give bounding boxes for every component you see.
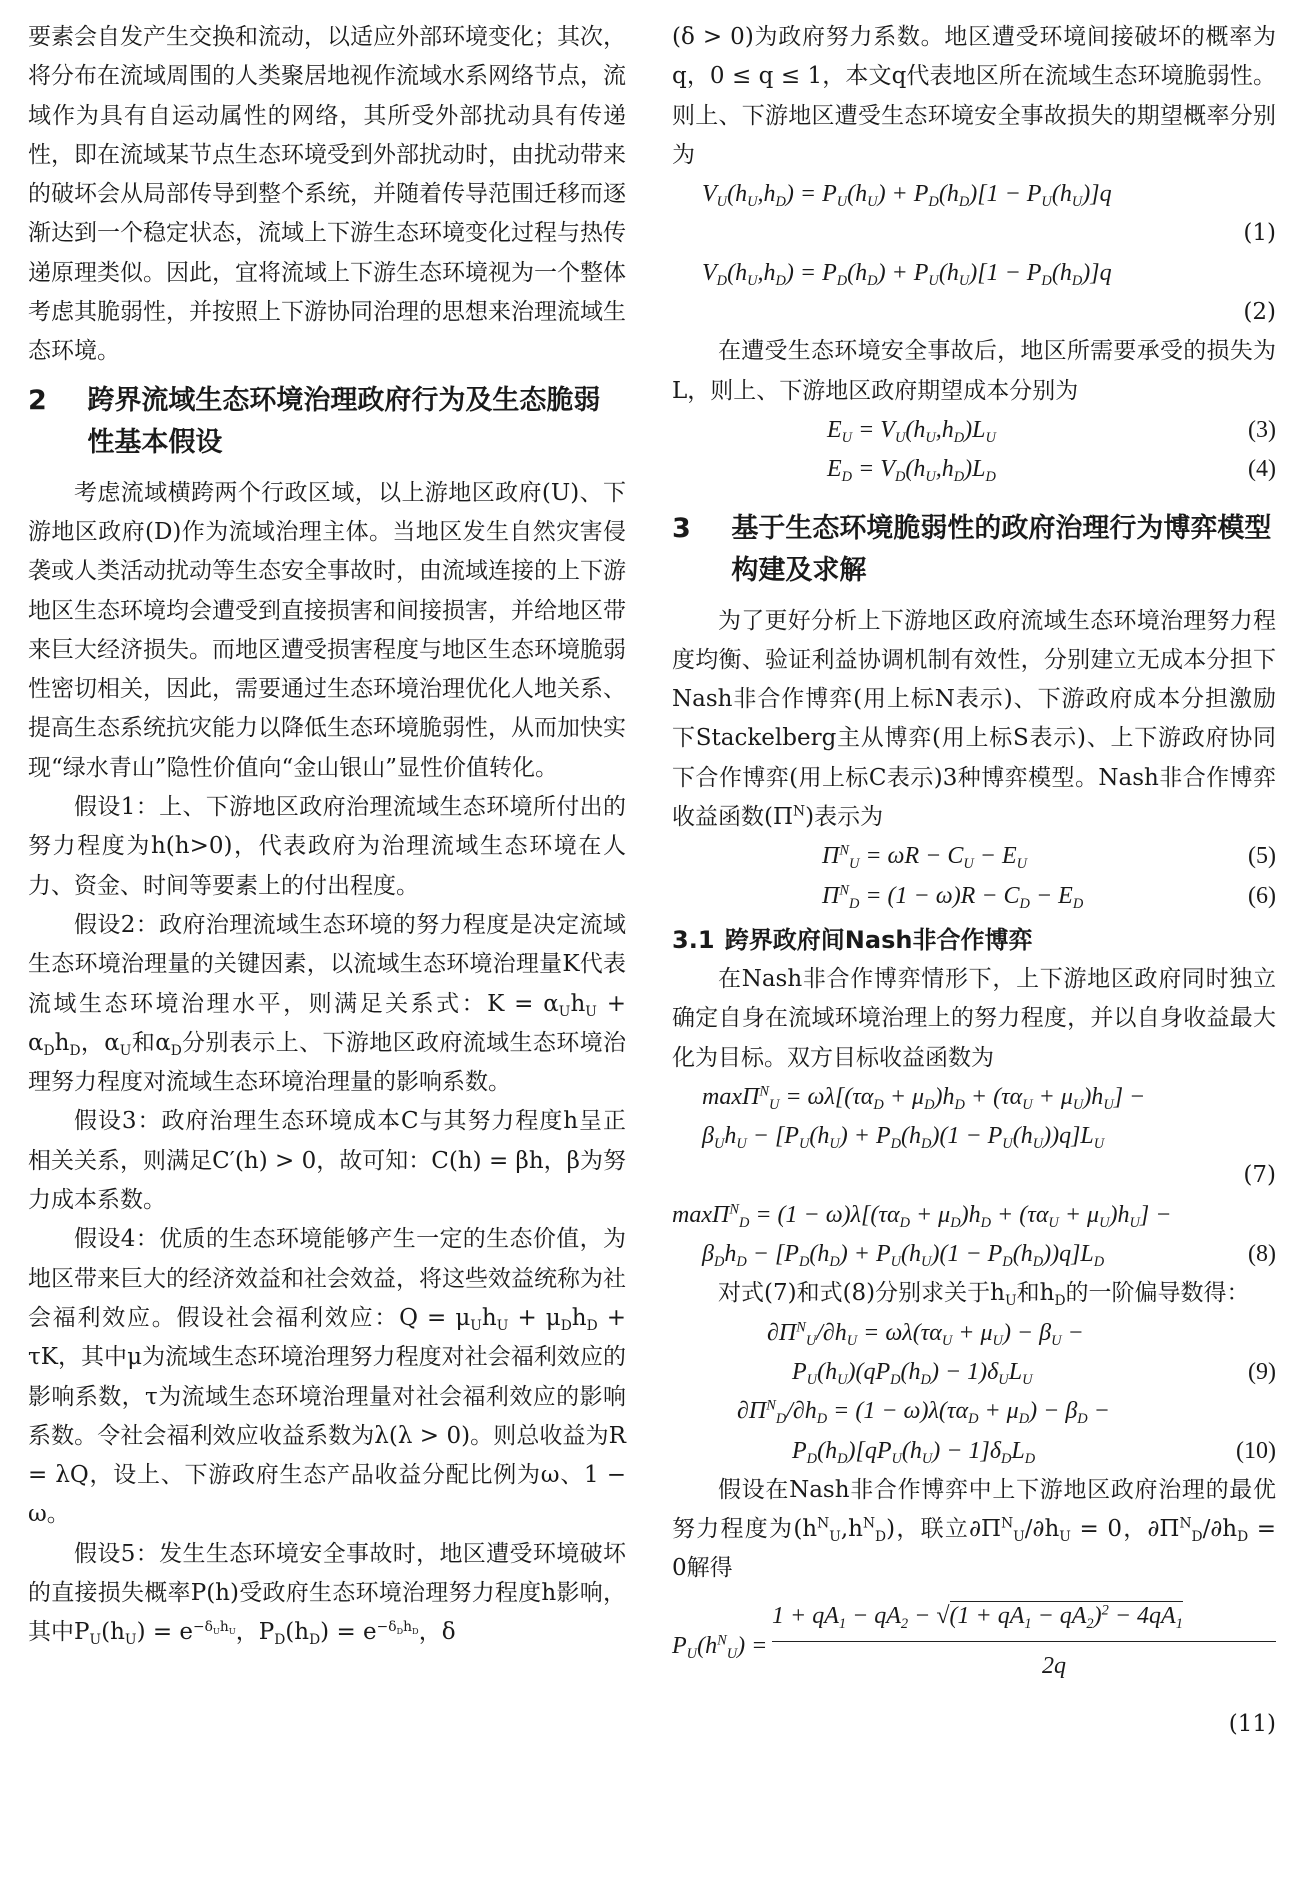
paragraph: 在遭受生态环境安全事故后，地区所需要承受的损失为L，则上、下游地区政府期望成本分别为 bbox=[672, 338, 1276, 404]
paragraph: 考虑流域横跨两个行政区域，以上游地区政府(U)、下游地区政府(D)作为流域治理主体。当地区发生自然灾害侵袭或人类活动扰动等生态安全事故时，由流域连接的上下游地区生态环境均会遭受到直接损害和间接损害，并给地区带来巨大经济损失。而地区遭受损害程度与地区生态环境脆弱性密切相关，因此，需要通过生态环境治理优化人地关系、提高生态系统抗灾能力以降低生态环境脆弱性，从而加快实现“绿水青山”隐性价值向“金山银山”显性价值转化。 bbox=[28, 479, 626, 781]
assumption-5: 假设5：发生生态环境安全事故时，地区遭受环境破坏的直接损失概率P(h)受政府生态环境治理努力程度h影响，其中$P_U(h_U) = e^{-\delta_Uh_U}$，$P_D(h_D) = e^{-\delta_Dh_D}$，δ bbox=[28, 1540, 626, 1649]
equation-4: $E_D = V_D(h_U,h_D)L_D$ (4) bbox=[672, 450, 1276, 489]
paragraph: 假设在Nash非合作博弈中上下游地区政府治理的最优努力程度为$(h^N_U,h^N_D)$，联立$\partial\Pi^N_U/\partial h_U = 0$，$\partial\Pi^N_D/\partial h_D = 0$解得 bbox=[672, 1476, 1276, 1582]
section-title: 跨界政府间Nash非合作博弈 bbox=[724, 925, 1033, 954]
section-number: 3.1 bbox=[672, 925, 715, 954]
equation-number: (6) bbox=[1248, 882, 1276, 909]
equation-7-line-2: $\beta_Uh_U - [P_U(h_U) + P_D(h_D)(1 - P_U(h_U))q]L_U$ bbox=[702, 1123, 1105, 1153]
fraction-bar bbox=[772, 1641, 1276, 1642]
numerator-text: $1 + qA_1 - qA_2$ − √ bbox=[772, 1602, 950, 1632]
equation-5: $\Pi^N_U = \omega R - C_U - E_U$ (5) bbox=[672, 837, 1276, 876]
equation-number: (7) bbox=[1243, 1162, 1276, 1189]
paragraph: 在Nash非合作博弈情形下，上下游地区政府同时独立确定自身在流域环境治理上的努力程度，并以自身收益最大化为目标。双方目标收益函数为 bbox=[672, 965, 1276, 1071]
equation-number: (8) bbox=[1248, 1241, 1276, 1268]
equation-lhs: $P_U(h^N_U)$ = bbox=[672, 1632, 768, 1662]
subsection-heading-3-1 bbox=[672, 920, 1276, 960]
equation-8-line-2: $\beta_Dh_D - [P_D(h_D) + P_U(h_U)(1 - P_D(h_D))q]L_D$ (8) bbox=[672, 1235, 1276, 1274]
equation-number: (1) bbox=[1243, 220, 1276, 247]
section-heading-2 bbox=[28, 380, 626, 464]
assumption-4: 假设4：优质的生态环境能够产生一定的生态价值，为地区带来巨大的经济效益和社会效益，将这些效益统称为社会福利效应。假设社会福利效应：$Q = \mu_Uh_U + \mu_Dh_D + \tau K$，其中μ为流域生态环境治理努力程度对社会福利效应的影响系数，τ为流域生态环境治理量对社会福利效应的影响系数。令社会福利效应收益系数为λ(λ > 0)。则总收益为R = λQ，设上、下游政府生态产品收益分配比例为ω、1 − ω。 bbox=[28, 1226, 626, 1528]
paragraph: 对式(7)和式(8)分别求关于$h_U$和$h_D$的一阶偏导数得： bbox=[718, 1280, 1250, 1310]
equation-6: $\Pi^N_D = (1 - \omega)R - C_D - E_D$ (6) bbox=[672, 877, 1276, 916]
equation-7-line-1: $\max\Pi^N_U = \omega\lambda[(\tau\alpha_D + \mu_D)h_D + (\tau\alpha_U + \mu_U)h_U]$ − bbox=[702, 1083, 1146, 1113]
assumption-2: 假设2：政府治理流域生态环境的努力程度是决定流域生态环境治理量的关键因素，以流域生态环境治理量K代表流域生态环境治理水平，则满足关系式：$K = \alpha_Uh_U + \alpha_Dh_D$，$\alpha_U$和$\alpha_D$分别表示上、下游地区政府流域生态环境治理努力程度对流域生态环境治理量的影响系数。 bbox=[28, 911, 626, 1096]
equation-11 bbox=[672, 1597, 1276, 1705]
section-heading-3 bbox=[672, 508, 1276, 592]
assumption-3: 假设3：政府治理生态环境成本C与其努力程度h呈正相关关系，则满足C′(h) > 0，故可知：C(h) = βh，β为努力成本系数。 bbox=[28, 1108, 626, 1214]
equation-number: (5) bbox=[1248, 843, 1276, 870]
section-number: 2 bbox=[28, 384, 47, 416]
equation-9-line-1: $\partial\Pi^N_U/\partial h_U = \omega\lambda(\tau\alpha_U + \mu_U) - \beta_U$ − bbox=[767, 1318, 1084, 1349]
assumption-1: 假设1：上、下游地区政府治理流域生态环境所付出的努力程度为h(h>0)，代表政府为治理流域生态环境在人力、资金、时间等要素上的付出程度。 bbox=[28, 794, 626, 899]
equation-number: (10) bbox=[1236, 1437, 1276, 1464]
paragraph: 要素会自发产生交换和流动，以适应外部环境变化；其次，将分布在流域周围的人类聚居地视作流域水系网络节点，流域作为具有自运动属性的网络，其所受外部扰动具有传递性，即在流域某节点生态环境受到外部扰动时，由扰动带来的破坏会从局部传导到整个系统，并随着传导范围迁移而逐渐达到一个稳定状态，流域上下游生态环境变化过程与热传递原理类似。因此，宜将流域上下游生态环境视为一个整体考虑其脆弱性，并按照上下游协同治理的思想来治理流域生态环境。 bbox=[28, 24, 626, 365]
fraction-denominator: 2q bbox=[1042, 1652, 1066, 1679]
section-title: 基于生态环境脆弱性的政府治理行为博弈模型构建及求解 bbox=[731, 512, 1272, 586]
section-number: 3 bbox=[672, 512, 691, 544]
left-column bbox=[28, 18, 626, 1653]
equation-3: $E_U = V_U(h_U,h_D)L_U$ (3) bbox=[672, 411, 1276, 450]
section-title: 跨界流域生态环境治理政府行为及生态脆弱性基本假设 bbox=[87, 384, 601, 458]
equation-number: (11) bbox=[1228, 1710, 1276, 1737]
fraction-numerator bbox=[772, 1597, 1183, 1636]
equation-number: (4) bbox=[1248, 456, 1276, 483]
right-column bbox=[672, 18, 1276, 1744]
square-root-radicand: $(1 + qA_1 - qA_2)^2 - 4qA_1$ bbox=[949, 1602, 1183, 1632]
equation-8-line-1: $\max\Pi^N_D = (1 - \omega)\lambda[(\tau\alpha_D + \mu_D)h_D + (\tau\alpha_U + \mu_U)h_U]$ − bbox=[672, 1201, 1172, 1231]
equation-10-line-1: $\partial\Pi^N_D/\partial h_D = (1 - \omega)\lambda(\tau\alpha_D + \mu_D) - \beta_D$ − bbox=[737, 1397, 1110, 1428]
paragraph: (δ > 0)为政府努力系数。地区遭受环境间接破坏的概率为q，0 ≤ q ≤ 1，本文q代表地区所在流域生态环境脆弱性。则上、下游地区遭受生态环境安全事故损失的期望概率分别为 bbox=[672, 24, 1276, 168]
equation-9-line-2: $P_U(h_U)(qP_D(h_D) - 1)\delta_UL_U$ (9) bbox=[672, 1353, 1276, 1392]
equation-number: (2) bbox=[1243, 299, 1276, 326]
equation-number: (9) bbox=[1248, 1358, 1276, 1385]
equation-1: $V_U(h_U,h_D) = P_U(h_U) + P_D(h_D)[1 - P_U(h_U)]q$ bbox=[702, 181, 1112, 211]
equation-10-line-2: $P_D(h_D)[qP_U(h_U) - 1]\delta_DL_D$ (10) bbox=[672, 1432, 1276, 1471]
equation-2: $V_D(h_U,h_D) = P_D(h_D) + P_U(h_U)[1 - P_D(h_D)]q$ bbox=[702, 259, 1112, 289]
equation-number: (3) bbox=[1248, 416, 1276, 443]
paragraph: 为了更好分析上下游地区政府流域生态环境治理努力程度均衡、验证利益协调机制有效性，分别建立无成本分担下Nash非合作博弈(用上标N表示)、下游政府成本分担激励下Stackelberg主从博弈(用上标S表示)、上下游政府协同下合作博弈(用上标C表示)3种博弈模型。Nash非合作博弈收益函数$(\Pi^N)$表示为 bbox=[672, 607, 1276, 831]
